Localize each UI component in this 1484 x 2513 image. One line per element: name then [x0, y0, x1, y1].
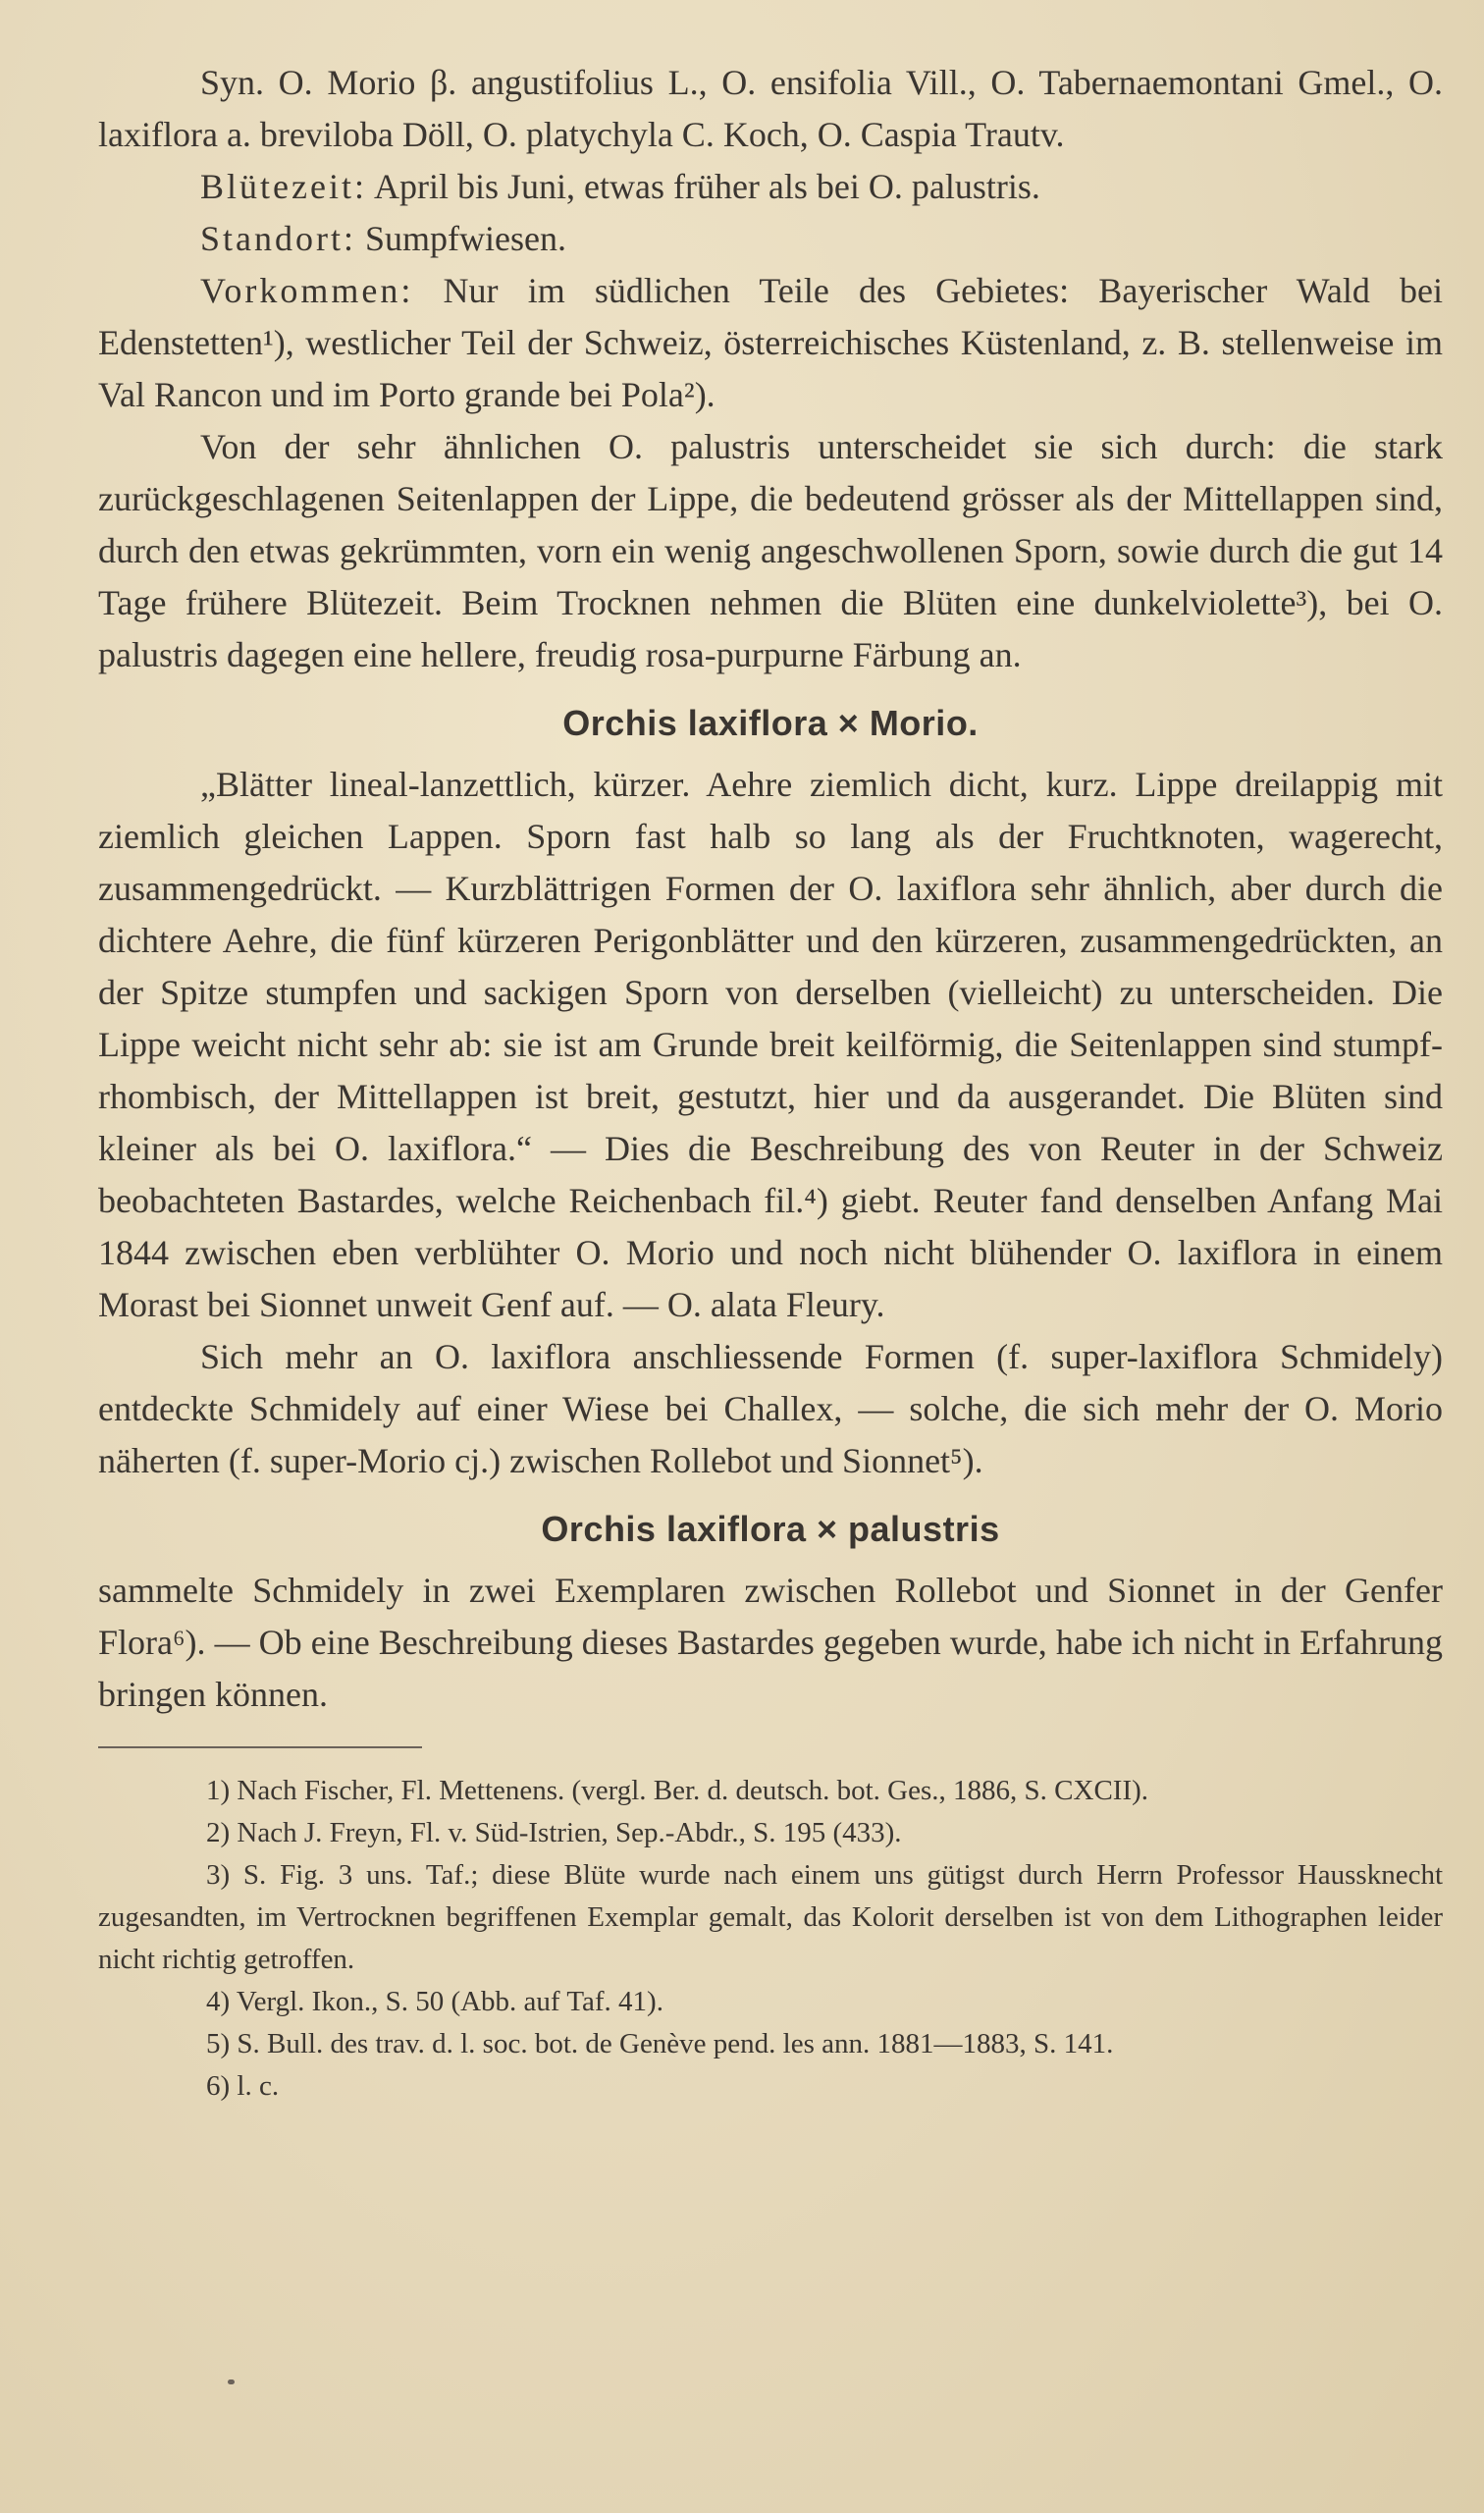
bluetezeit-text: April bis Juni, etwas früher als bei O. palustris.: [373, 167, 1040, 206]
section-heading-laxiflora-morio: Orchis laxiflora × Morio.: [562, 703, 979, 743]
laxiflora-morio-description: „Blätter lineal-lanzettlich, kürzer. Aehre ziemlich dicht, kurz. Lippe dreilappig mit ziemlich gleichen Lappen. Sporn fast halb so lang als der Fruchtknoten, wagerecht, zusammengedrückt. — Kurzblättrigen Formen der O. laxiflora sehr ähnlich, aber durch die dichtere Aehre, die fünf kürzeren Perigonblätter und den kürzeren, zusammengedrückten, an der Spitze stumpfen und sackigen Sporn von derselben (vielleicht) zu unterscheiden. Die Lippe weicht nicht sehr ab: sie ist am Grunde breit keilförmig, die Seitenlappen sind stumpf-rhombisch, der Mittellappen ist breit, gestutzt, hier und da ausgerandet. Die Blüten sind kleiner als bei O. laxiflora.“ — Dies die Beschreibung des von Reuter in der Schweiz beobachteten Bastardes, welche Reichenbach fil.⁴) giebt. Reuter fand denselben Anfang Mai 1844 zwischen eben verblühter O. Morio und noch nicht blühender O. laxiflora in einem Morast bei Sionnet unweit Genf auf. — O. alata Fleury.: [98, 765, 1443, 1324]
standort-label: Standort:: [200, 219, 356, 258]
standort-text: Sumpfwiesen.: [365, 219, 566, 258]
difference-paragraph: Von der sehr ähnlichen O. palustris unterscheidet sie sich durch: die stark zurückgeschlagenen Seitenlappen der Lippe, die bedeutend grösser als der Mittellappen sind, durch den etwas gekrümmten, vorn ein wenig angeschwollenen Sporn, sowie durch die gut 14 Tage frühere Blütezeit. Beim Trocknen nehmen die Blüten eine dunkelviolette³), bei O. palustris dagegen eine hellere, freudig rosa-purpurne Färbung an.: [98, 427, 1443, 674]
vorkommen-paragraph: [98, 265, 1443, 421]
footnotes: [98, 1770, 1443, 2108]
ink-speck: [228, 2379, 235, 2384]
footnote-2: 2) Nach J. Freyn, Fl. v. Süd-Istrien, Sep.-Abdr., S. 195 (433).: [206, 1817, 902, 1848]
footnote-6: 6) l. c.: [206, 2070, 280, 2102]
page-body: [98, 57, 1443, 2108]
standort-line: [98, 213, 1443, 265]
section-heading-laxiflora-palustris: Orchis laxiflora × palustris: [541, 1509, 1000, 1549]
footnote-1: 1) Nach Fischer, Fl. Mettenens. (vergl. Ber. d. deutsch. bot. Ges., 1886, S. CXCII).: [206, 1775, 1149, 1806]
footnote-divider: [98, 1746, 422, 1748]
bluetezeit-line: [98, 161, 1443, 213]
vorkommen-label: Vorkommen:: [200, 271, 414, 310]
laxiflora-morio-forms: Sich mehr an O. laxiflora anschliessende Formen (f. super-laxiflora Schmidely) entdeckte Schmidely auf einer Wiese bei Challex, — solche, die sich mehr der O. Morio näherten (f. super-Morio cj.) zwischen Rollebot und Sionnet⁵).: [98, 1337, 1443, 1480]
footnote-3: 3) S. Fig. 3 uns. Taf.; diese Blüte wurde nach einem uns gütigst durch Herrn Professor Haussknecht zugesandten, im Vertrocknen begriffenen Exemplar gemalt, das Kolorit derselben ist von dem Lithographen leider nicht richtig getroffen.: [98, 1859, 1443, 1975]
vorkommen-text: Nur im südlichen Teile des Gebietes: Bayerischer Wald bei Edenstetten¹), westlicher Teil der Schweiz, österreichisches Küstenland, z. B. stellenweise im Val Rancon und im Porto grande bei Pola²).: [98, 271, 1443, 414]
footnote-5: 5) S. Bull. des trav. d. l. soc. bot. de Genève pend. les ann. 1881—1883, S. 141.: [206, 2028, 1114, 2059]
laxiflora-palustris-paragraph: sammelte Schmidely in zwei Exemplaren zwischen Rollebot und Sionnet in der Genfer Flora⁶). — Ob eine Beschreibung dieses Bastardes gegeben wurde, habe ich nicht in Erfahrung bringen können.: [98, 1571, 1443, 1714]
synonyms-paragraph: Syn. O. Morio β. angustifolius L., O. ensifolia Vill., O. Tabernaemontani Gmel., O. laxiflora a. breviloba Döll, O. platychyla C. Koch, O. Caspia Trautv.: [98, 63, 1443, 154]
footnote-4: 4) Vergl. Ikon., S. 50 (Abb. auf Taf. 41).: [206, 1986, 663, 2017]
bluetezeit-label: Blütezeit:: [200, 167, 367, 206]
